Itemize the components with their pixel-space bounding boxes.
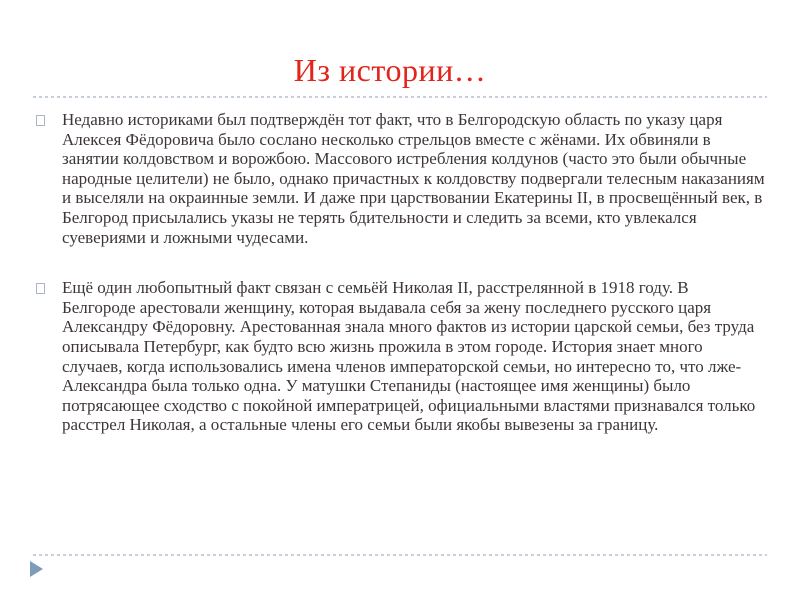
bullet-square-icon: [36, 115, 45, 126]
bullet-item: [36, 278, 766, 435]
slide-title: Из истории…: [293, 52, 487, 88]
bullet-text: Ещё один любопытный факт связан с семьёй Николая II, расстрелянной в 1918 году. В Белгороде арестовали женщину, которая выдавала себя за жену последнего русского царя Александру Фёдоровну. Арестованная знала много фактов из истории царской семьи, без труда описывала Петербург, как будто всю жизнь прожила в этом городе. История знает много случаев, когда использовались имена членов императорской семьи, но интересно то, что лже-Александра была только одна. У матушки Степаниды (настоящее имя женщины) было потрясающее сходство с покойной императрицей, официальными властями признавался только расстрел Николая, а остальные члены его семьи были якобы вывезены за границу.: [62, 278, 756, 435]
bottom-divider: [33, 554, 767, 556]
next-slide-triangle-icon[interactable]: [30, 561, 43, 577]
slide-body: [36, 110, 766, 435]
bullet-square-icon: [36, 283, 45, 294]
bullet-text: Недавно историками был подтверждён тот факт, что в Белгородскую область по указу царя Алексея Фёдоровича было сослано несколько стрельцов вместе с жёнами. Их обвиняли в занятии колдовством и ворожбою. Массового истребления колдунов (часто это были обычные народные целители) не было, однако причастных к колдовству подвергали телесным наказаниям и выселяли на окраинные земли. И даже при царствовании Екатерины II, в просвещённый век, в Белгород присылались указы не терять бдительности и следить за всеми, кто увлекался суевериями и ложными чудесами.: [62, 110, 765, 247]
bullet-item: [36, 110, 766, 247]
top-divider: [33, 96, 767, 98]
